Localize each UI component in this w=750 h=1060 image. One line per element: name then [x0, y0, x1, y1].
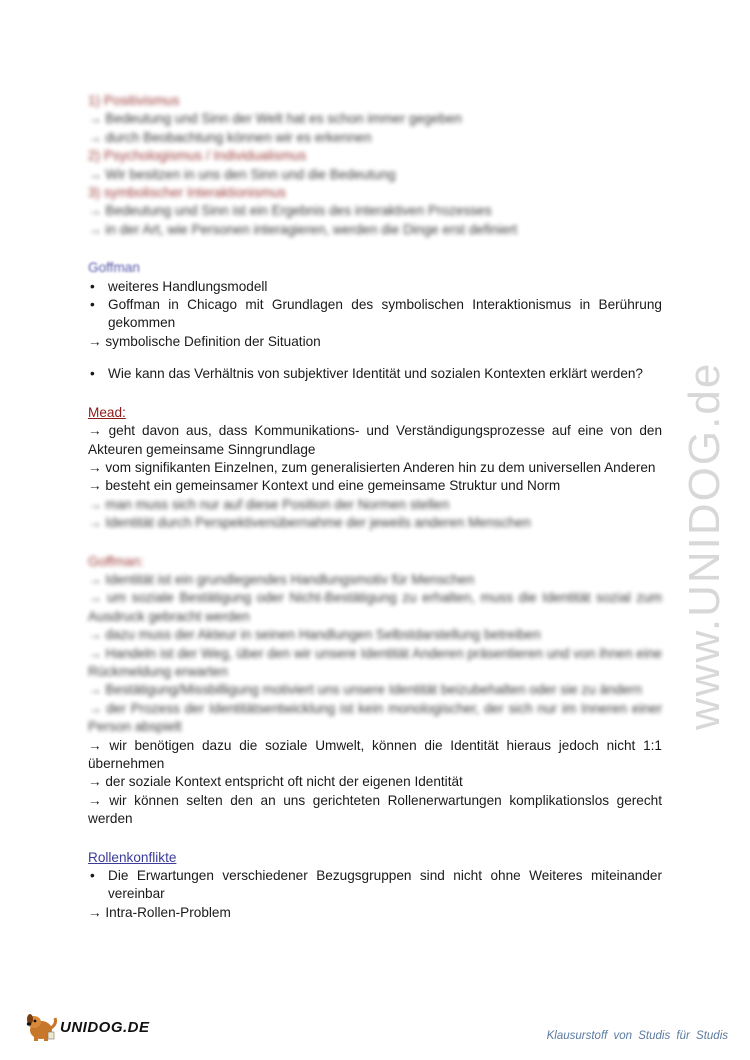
goffman-bullet-list [88, 278, 662, 333]
blurred-arrow-line: → Identität durch Perspektivenübernahme der jeweils anderen Menschen [88, 514, 662, 532]
bullet-item: • Die Erwartungen verschiedener Bezugsgruppen sind nicht ohne Weiteres miteinander vereinbar [88, 867, 662, 904]
bullet-item: • Wie kann das Verhältnis von subjektiver Identität und sozialen Kontexten erklärt werden? [88, 365, 662, 383]
blurred-arrow-line: → Bestätigung/Missbilligung motiviert uns unsere Identität beizubehalten oder sie zu ändern [88, 681, 662, 699]
blurred-arrow-line: → Identität ist ein grundlegendes Handlungsmotiv für Menschen [88, 571, 662, 589]
blurred-intro-section [88, 92, 662, 239]
bullet-item: • weiteres Handlungsmodell [88, 278, 662, 296]
section-heading-goffman: Goffman [88, 260, 140, 276]
blurred-heading-positivismus: 1) Positivismus [88, 93, 180, 108]
unidog-logo [24, 1012, 150, 1042]
dog-mascot-icon [24, 1012, 58, 1042]
section-heading-rollenkonflikte: Rollenkonflikte [88, 849, 177, 865]
blurred-heading-goffman: Goffman: [88, 553, 144, 569]
section-heading-mead: Mead: [88, 404, 126, 420]
document-body [88, 92, 662, 922]
arrow-line: → wir benötigen dazu die soziale Umwelt, können die Identität hieraus jedoch nicht 1:1 übernehmen [88, 737, 662, 774]
watermark-text: www.UNIDOG.de [680, 361, 729, 730]
logo-text: UNIDOG.DE [60, 1018, 150, 1036]
blurred-arrow-line: → in der Art, wie Personen interagieren, werden die Dinge erst definiert [88, 221, 662, 239]
question-bullet-list [88, 365, 662, 383]
blurred-arrow-line: → um soziale Bestätigung oder Nicht-Bestätigung zu erhalten, muss die Identität sozial zum Ausdruck gebracht werden [88, 589, 662, 626]
arrow-line: → der soziale Kontext entspricht oft nicht der eigenen Identität [88, 773, 662, 791]
footer-tagline: Klausurstoff von Studis für Studis [546, 1030, 728, 1042]
blurred-heading-interaktionismus: 3) symbolischer Interaktionismus [88, 185, 286, 201]
blurred-arrow-line: → Handeln ist der Weg, über den wir unsere Identität Anderen präsentieren und von ihnen eine Rückmeldung erwarten [88, 645, 662, 682]
blurred-arrow-line: → man muss sich nur auf diese Position der Normen stellen [88, 496, 662, 514]
blurred-goffman-section [88, 553, 662, 737]
arrow-line: → symbolische Definition der Situation [88, 333, 662, 351]
blurred-arrow-line: → Bedeutung und Sinn ist ein Ergebnis des interaktiven Prozesses [88, 202, 662, 220]
blurred-arrow-line: → dazu muss der Akteur in seinen Handlungen Selbstdarstellung betreiben [88, 626, 662, 644]
arrow-line: → vom signifikanten Einzelnen, zum generalisierten Anderen hin zu dem universellen Anderen [88, 459, 662, 477]
blurred-arrow-line: → Bedeutung und Sinn der Welt hat es schon immer gegeben [88, 110, 662, 128]
bullet-item: • Goffman in Chicago mit Grundlagen des symbolischen Interaktionismus in Berührung gekommen [88, 296, 662, 333]
arrow-line: → besteht ein gemeinsamer Kontext und eine gemeinsame Struktur und Norm [88, 477, 662, 495]
rollen-bullet-list [88, 867, 662, 904]
arrow-line: → wir können selten den an uns gerichteten Rollenerwartungen komplikationslos gerecht werden [88, 792, 662, 829]
blurred-arrow-line: → Wir besitzen in uns den Sinn und die Bedeutung [88, 166, 662, 184]
arrow-line: → Intra-Rollen-Problem [88, 904, 662, 922]
arrow-line: → geht davon aus, dass Kommunikations- und Verständigungsprozesse auf eine von den Akteuren gemeinsame Sinngrundlage [88, 422, 662, 459]
blurred-mead-lines [88, 496, 662, 533]
blurred-arrow-line: → durch Beobachtung können wir es erkennen [88, 129, 662, 147]
blurred-heading-psychologismus: 2) Psychologismus / Individualismus [88, 148, 307, 164]
blurred-arrow-line: → der Prozess der Identitätsentwicklung ist kein monologischer, der sich nur im Inneren einer Person abspielt [88, 700, 662, 737]
